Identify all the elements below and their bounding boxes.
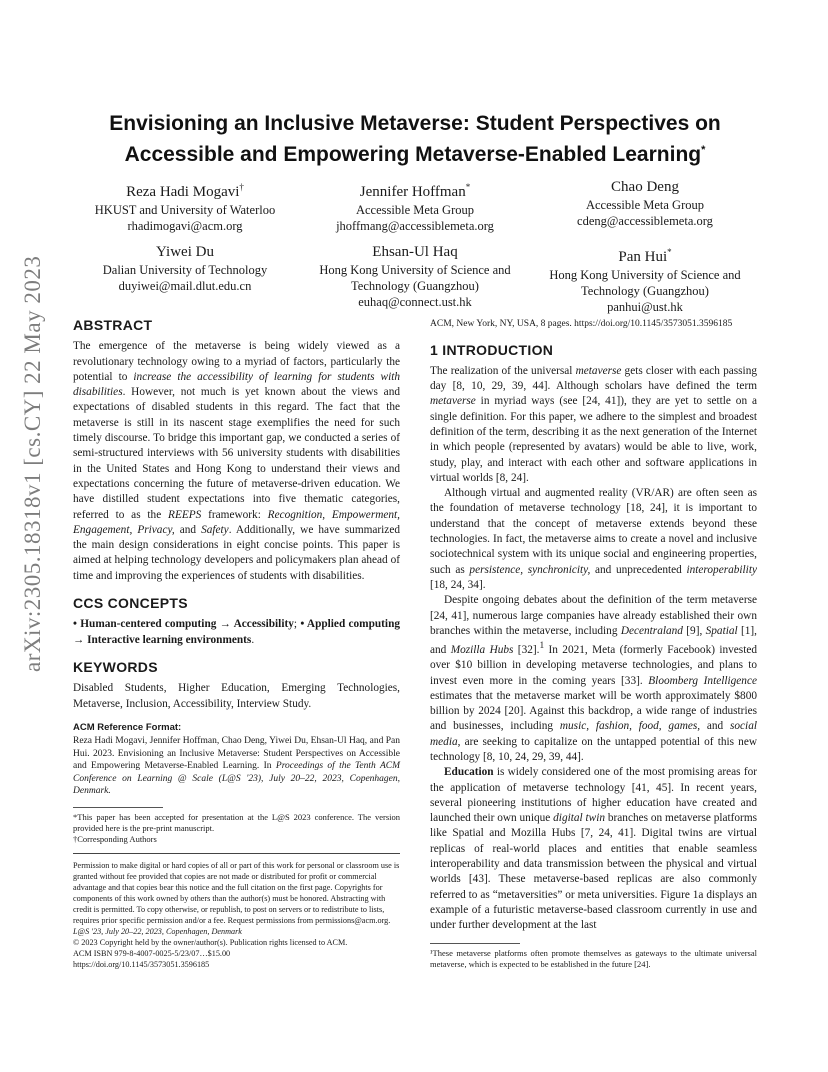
author-5 bbox=[300, 243, 530, 315]
author-3 bbox=[530, 178, 760, 234]
acm-ref-continuation: ACM, New York, NY, USA, 8 pages. https://doi.org/10.1145/3573051.3596185 bbox=[430, 319, 733, 329]
author-email: euhaq@connect.ust.hk bbox=[358, 295, 472, 309]
author-2 bbox=[300, 178, 530, 234]
author-name: Jennifer Hoffman bbox=[359, 184, 466, 200]
author-email: panhui@ust.hk bbox=[607, 300, 683, 314]
title-line-2: Accessible and Empowering Metaverse-Enabled Learning bbox=[124, 143, 702, 166]
acm-ref-heading: ACM Reference Format: bbox=[73, 721, 182, 733]
author-name: Reza Hadi Mogavi bbox=[126, 184, 240, 200]
conference-line: L@S '23, July 20–22, 2023, Copenhagen, Denmark bbox=[73, 926, 242, 936]
author-email: rhadimogavi@acm.org bbox=[127, 219, 243, 233]
paper-title bbox=[70, 111, 760, 168]
footnote-rule-right bbox=[430, 943, 520, 944]
right-column bbox=[430, 318, 757, 970]
author-mark: * bbox=[465, 182, 471, 192]
author-affiliation: Accessible Meta Group bbox=[355, 203, 475, 217]
author-affiliation: Hong Kong University of Science and bbox=[319, 263, 511, 277]
title-line-1: Envisioning an Inclusive Metaverse: Student Perspectives on bbox=[109, 112, 721, 135]
author-email: cdeng@accessiblemeta.org bbox=[577, 214, 713, 228]
author-affiliation: HKUST and University of Waterloo bbox=[94, 203, 276, 217]
title-mark: * bbox=[701, 144, 706, 156]
permission-block bbox=[73, 853, 400, 970]
author-row-1 bbox=[70, 178, 760, 234]
author-affiliation-2: Technology (Guangzhou) bbox=[581, 284, 709, 298]
author-name: Chao Deng bbox=[611, 179, 679, 195]
abstract-heading: ABSTRACT bbox=[73, 317, 153, 333]
permission-text: Permission to make digital or hard copies of all or part of this work for personal or classroom use is granted without fee provided that copies are not made or distributed for profit or commercial advantage and that copies bear this notice and the full citation on the first page. Copyrights for components of this work owned by others than the author(s) must be honored. Abstracting with credit is permitted. To copy otherwise, or republish, to post on servers or to redistribute to lists, requires prior specific permission and/or a fee. Request permissions from permissions@acm.org. bbox=[73, 860, 400, 925]
isbn-line: ACM ISBN 979-8-4007-0025-5/23/07…$15.00 bbox=[73, 948, 231, 958]
acm-ref-text: Reza Hadi Mogavi, Jennifer Hoffman, Chao Deng, Yiwei Du, Ehsan-Ul Haq, and Pan Hui. 2023. Envisioning an Inclusive Metaverse: Student Perspectives on Accessible and Empowering Metaverse-Enabled Learning. In Proceedings of the Tenth ACM Conference on Learning @ Scale (L@S '23), July 20–22, 2023, Copenhagen, Denmark. bbox=[73, 736, 400, 797]
ccs-text: • Human-centered computing → Accessibility; • Applied computing → Interactive learning environments. bbox=[73, 618, 400, 646]
copyright-line: © 2023 Copyright held by the owner/author(s). Publication rights licensed to ACM. bbox=[73, 937, 348, 947]
footnote-rule bbox=[73, 807, 163, 808]
doi-link[interactable]: https://doi.org/10.1145/3573051.3596185 bbox=[73, 959, 210, 969]
intro-paragraph-1: The realization of the universal metaverse gets closer with each passing day [8, 10, 29, 39, 44]. Although scholars have defined the term metaverse in myriad ways (see [24, 41]), they are yet to settle on a single definition. For this paper, we adhere to the simplest and broadest definition of the term, describing it as the next generation of the Internet in which people (represented by avatars) would be able to live, work, study, play, and interact with each other and software applications in virtual worlds [8, 24]. bbox=[430, 364, 757, 484]
keywords-text: Disabled Students, Higher Education, Emerging Technologies, Metaverse, Inclusion, Accessibility, Interview Study. bbox=[73, 682, 400, 710]
abstract-text: The emergence of the metaverse is being widely viewed as a revolutionary technology owing to a myriad of factors, particularly the potential to increase the accessibility of learning for students with disabilities. However, not much is yet known about the views and expectations of disabled students in this regard. The fact that the metaverse is still in its nascent stage exemplifies the need for such timely discourse. To bridge this important gap, we conducted a series of semi-structured interviews with 56 university students with disabilities in the United States and Hong Kong to understand their views and expectations concerning the future of metaverse-driven education. We have distilled student expectations into five thematic categories, referred to as the REEPS framework: Recognition, Empowerment, Engagement, Privacy, and Safety. Additionally, we have summarized the main design considerations in eight concise points. This paper is aimed at helping technology developers and policymakers plan ahead of time and improving the experiences of students with disabilities. bbox=[73, 340, 400, 582]
arxiv-identifier: arXiv:2305.18318v1 [cs.CY] 22 May 2023 bbox=[20, 255, 45, 672]
author-block bbox=[70, 178, 760, 324]
author-affiliation: Accessible Meta Group bbox=[585, 198, 705, 212]
author-affiliation-2: Technology (Guangzhou) bbox=[351, 279, 479, 293]
footnote-corresponding: †Corresponding Authors bbox=[73, 833, 157, 844]
author-1 bbox=[70, 178, 300, 234]
author-4 bbox=[70, 243, 300, 315]
ccs-heading: CCS CONCEPTS bbox=[73, 595, 188, 612]
author-email: jhoffmang@accessiblemeta.org bbox=[336, 219, 494, 233]
author-name: Ehsan-Ul Haq bbox=[372, 244, 458, 260]
author-name: Yiwei Du bbox=[156, 244, 214, 260]
intro-paragraph-2: Although virtual and augmented reality (VR/AR) are often seen as the foundation of metaverse technology [18, 24], it is important to understand that the concept of metaverse extends beyond these technologies. In fact, the metaverse aims to create a novel and inclusive sociotechnical system with its unique social and engineering properties, such as persistence, synchronicity, and unprecedented interoperability [18, 24, 34]. bbox=[430, 487, 757, 591]
author-affiliation: Dalian University of Technology bbox=[102, 263, 268, 277]
author-email: duyiwei@mail.dlut.edu.cn bbox=[118, 279, 252, 293]
intro-paragraph-4: Education is widely considered one of the most promising areas for the application of metaverse technology [41, 45]. In recent years, several pioneering institutions of higher education have created and launched their own unique digital twin branches on metaverse platforms like Spatial and Mozilla Hubs [7, 24, 41]. Digital twins are virtual replicas of real-world places and entities that enable seamless interoperability and data transmission between the physical and virtual worlds [43]. These metaverse-based replicas are also commonly referred to as “metaversities” or meta universities. Figure 1a displays an example of a futuristic metaverse-based classroom currently in use and under further development at the last bbox=[430, 766, 757, 932]
author-mark: * bbox=[667, 247, 672, 257]
author-name: Pan Hui bbox=[618, 249, 668, 265]
author-row-2 bbox=[70, 243, 760, 315]
author-6 bbox=[530, 243, 760, 315]
left-column bbox=[73, 318, 400, 970]
author-mark: † bbox=[239, 182, 244, 192]
footnote-1: ¹These metaverse platforms often promote themselves as gateways to the ultimate universal metaverse, which is expected to be established in the future [24]. bbox=[430, 947, 757, 969]
introduction-heading: 1 INTRODUCTION bbox=[430, 341, 554, 358]
footnote-preprint: *This paper has been accepted for presentation at the L@S 2023 conference. The version provided here is the pre-print manuscript. bbox=[73, 811, 400, 833]
author-affiliation: Hong Kong University of Science and bbox=[549, 268, 741, 282]
intro-paragraph-3: Despite ongoing debates about the definition of the term metaverse [24, 41], numerous large companies have already established their own branches within the metaverse, including Decentraland [9], Spatial [1], and Mozilla Hubs [32].$^1$ In 2021, Meta (formerly Facebook) invested over $10 billion in developing metaverse technologies, and plans to invest even more in the coming years [33]. Bloomberg Intelligence estimates that the metaverse market will be worth approximately $800 billion by 2024 [20]. Against this backdrop, a wide range of industries and businesses, including music, fashion, food, games, and social media, are seeking to capitalize on the untapped potential of this new technology [8, 10, 24, 29, 39, 44]. bbox=[430, 594, 757, 763]
keywords-heading: KEYWORDS bbox=[73, 658, 158, 675]
